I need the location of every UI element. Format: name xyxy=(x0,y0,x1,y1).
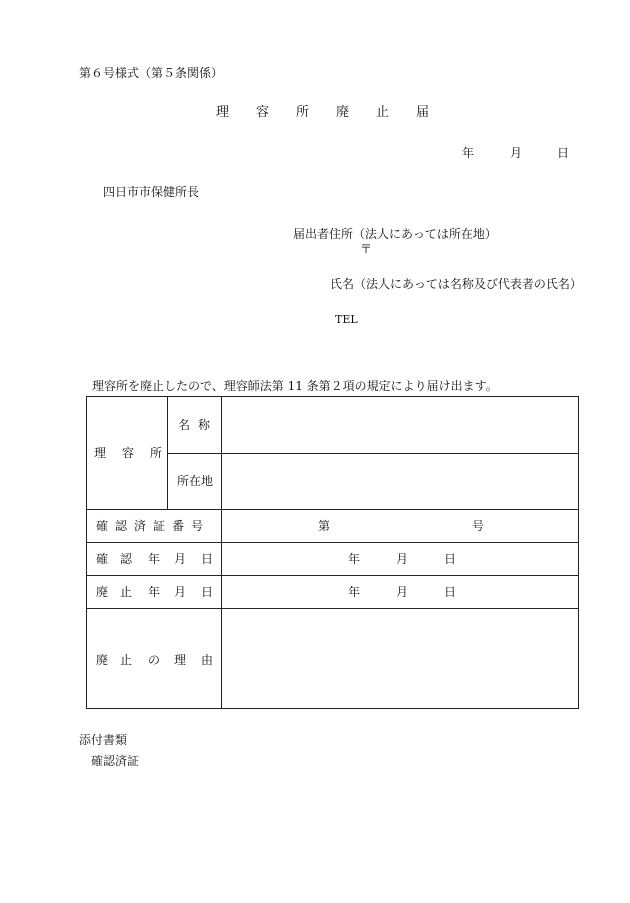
confirmation-month: 月 xyxy=(396,552,409,566)
label-char: 容 xyxy=(122,446,135,460)
label-char: 月 xyxy=(174,585,187,599)
date-year-label: 年 xyxy=(462,146,475,160)
attachment-item: 確認済証 xyxy=(91,754,140,768)
label-char: 止 xyxy=(120,653,133,667)
label-char: 月 xyxy=(174,552,187,566)
label-char: 止 xyxy=(120,585,133,599)
label-char: 日 xyxy=(201,585,214,599)
applicant-name-label: 氏名（法人にあっては名称及び代表者の氏名） xyxy=(330,277,582,291)
label-char: 所 xyxy=(150,446,163,460)
applicant-address-label: 届出者住所（法人にあっては所在地） xyxy=(293,227,497,241)
title-char: 容 xyxy=(256,105,270,120)
label-char: 証 xyxy=(153,519,166,533)
form-number: 第６号様式（第５条関係） xyxy=(79,66,224,80)
abolition-reason-field[interactable] xyxy=(222,610,578,707)
label-char: 廃 xyxy=(96,653,109,667)
label-char: 名 xyxy=(178,418,191,432)
date-day-label: 日 xyxy=(557,146,570,160)
label-char: 済 xyxy=(134,519,147,533)
row-divider xyxy=(87,542,579,543)
title-char: 止 xyxy=(376,105,390,120)
label-char: 由 xyxy=(201,653,214,667)
row-divider xyxy=(87,509,579,510)
shop-location-label: 所在地 xyxy=(177,474,214,488)
abolition-day: 日 xyxy=(444,585,457,599)
attachments-heading: 添付書類 xyxy=(79,733,128,747)
label-char: 確 xyxy=(96,552,109,566)
confirmation-year: 年 xyxy=(348,552,361,566)
postal-mark-icon: 〒 xyxy=(360,242,373,256)
label-char: 号 xyxy=(191,519,204,533)
applicant-tel-label: TEL xyxy=(335,313,358,326)
label-char: 日 xyxy=(201,552,214,566)
statement: 理容所を廃止したので、理容師法第 11 条第２項の規定により届け出ます。 xyxy=(92,379,498,393)
addressee: 四日市市保健所長 xyxy=(103,185,200,199)
title-char: 理 xyxy=(216,105,230,120)
notification-table xyxy=(86,396,579,709)
license-number-prefix: 第 xyxy=(318,519,331,533)
label-char: 理 xyxy=(94,446,107,460)
title-char: 届 xyxy=(416,105,430,120)
label-char: 年 xyxy=(148,552,161,566)
col-divider xyxy=(167,397,168,509)
date-month-label: 月 xyxy=(510,146,523,160)
label-char: 称 xyxy=(198,418,211,432)
title-char: 廃 xyxy=(336,105,350,120)
license-number-suffix: 号 xyxy=(472,519,485,533)
label-char: 認 xyxy=(120,552,133,566)
abolition-year: 年 xyxy=(348,585,361,599)
label-char: 認 xyxy=(115,519,128,533)
label-char: 廃 xyxy=(96,585,109,599)
confirmation-day: 日 xyxy=(444,552,457,566)
shop-name-field[interactable] xyxy=(222,397,578,452)
label-char: 確 xyxy=(96,519,109,533)
title-char: 所 xyxy=(296,105,310,120)
shop-location-field[interactable] xyxy=(222,454,578,509)
abolition-month: 月 xyxy=(396,585,409,599)
label-char: 年 xyxy=(148,585,161,599)
row-divider xyxy=(87,575,579,576)
row-divider xyxy=(87,608,579,609)
label-char: の xyxy=(148,653,161,667)
label-char: 番 xyxy=(172,519,185,533)
label-char: 理 xyxy=(174,653,187,667)
